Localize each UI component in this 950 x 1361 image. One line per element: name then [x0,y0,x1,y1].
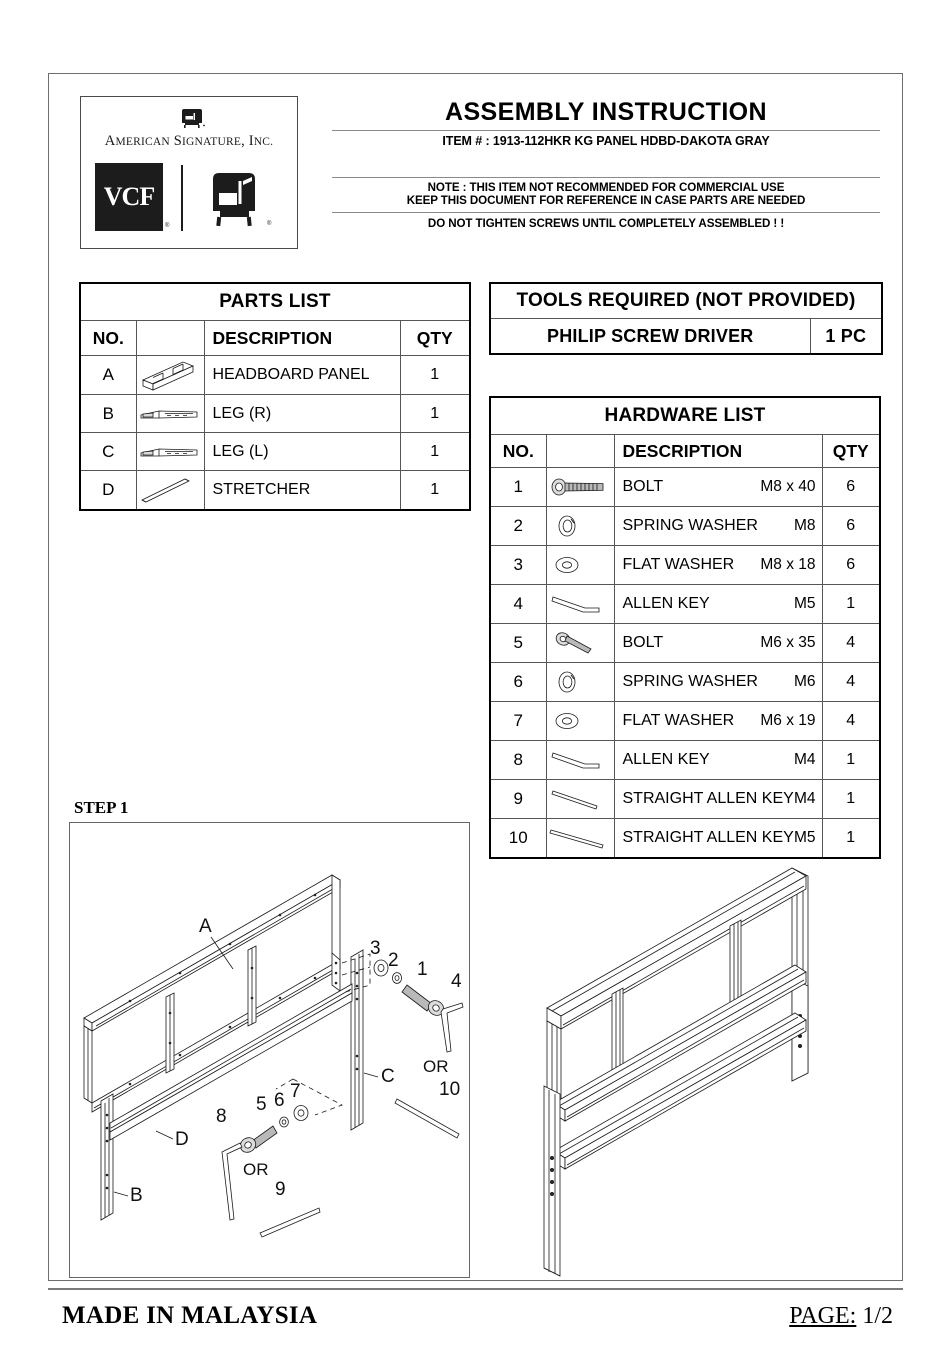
callout-10: 10 [439,1079,461,1100]
table-row [490,702,880,741]
hardware-row-description-cell [614,546,822,585]
hardware-row-description-cell [614,780,822,819]
callout-9: 9 [275,1179,286,1200]
parts-list-table [79,282,471,511]
hardware-row-description: ALLEN KEY [622,751,710,768]
hardware-row-spec: M6 x 35 [760,634,816,651]
armchair-icon-large [203,167,265,229]
hardware-row-qty: 4 [822,663,880,702]
hardware-row-no: 7 [490,702,546,741]
footer-divider [48,1288,903,1290]
hardware-header-icon [546,435,614,468]
stretcher-drawing [110,984,352,1150]
stretcher-icon [136,471,204,511]
parts-header-icon [136,321,204,356]
straight-allen-key-icon [546,819,614,859]
straight-allen-key-icon [546,780,614,819]
parts-header-qty: QTY [400,321,470,356]
hardware-row-description-cell [614,468,822,507]
hardware-row-qty: 1 [822,741,880,780]
hardware-header-description: DESCRIPTION [614,435,822,468]
header-spacer [332,148,880,174]
allen-key-icon [546,585,614,624]
hardware-title-row [490,397,880,435]
hardware-row-qty: 6 [822,507,880,546]
hardware-row-description: FLAT WASHER [622,556,735,573]
parts-row-description: HEADBOARD PANEL [204,356,400,395]
bolt-icon [546,624,614,663]
hardware-row-spec: M5 [793,595,816,612]
hardware-row-spec: M5 [793,829,816,846]
step-1-label: STEP 1 [74,798,129,817]
hardware-row-no: 5 [490,624,546,663]
warning-line: DO NOT TIGHTEN SCREWS UNTIL COMPLETELY ASSEMBLED ! ! [427,216,785,230]
step-1-diagram [69,822,470,1278]
table-row [490,819,880,859]
hardware-row-no: 8 [490,741,546,780]
table-row [80,433,470,471]
hardware-row-description-cell [614,663,822,702]
parts-row-no: B [80,395,136,433]
hardware-row-no: 9 [490,780,546,819]
hardware-header-qty: QTY [822,435,880,468]
parts-list-title-row [80,283,470,321]
tools-required-title: TOOLS REQUIRED (NOT PROVIDED) [490,283,882,319]
hardware-row-no: 6 [490,663,546,702]
hardware-row-qty: 1 [822,780,880,819]
hardware-row-no: 10 [490,819,546,859]
hardware-list-title: HARDWARE LIST [490,397,880,435]
table-row [490,319,882,355]
armchair-icon-small [177,107,207,129]
callout-b: B [130,1185,143,1206]
leg-left-icon [136,433,204,471]
note-line-2: KEEP THIS DOCUMENT FOR REFERENCE IN CASE PARTS ARE NEEDED [406,193,806,207]
tools-required-table [489,282,883,355]
hardware-row-description-cell [614,585,822,624]
hardware-row-description: FLAT WASHER [622,712,735,729]
hardware-row-description: STRAIGHT ALLEN KEY [622,829,794,846]
flat-washer-icon [546,546,614,585]
callout-4: 4 [451,971,462,992]
hardware-header-no: NO. [490,435,546,468]
parts-row-qty: 1 [400,471,470,511]
table-row [490,585,880,624]
hardware-row-description-cell [614,624,822,663]
page-number-label: PAGE: [789,1303,857,1329]
hardware-row-spec: M6 [793,673,816,690]
callout-a: A [199,916,212,937]
hardware-row-description-cell [614,507,822,546]
hardware-row-description: STRAIGHT ALLEN KEY [622,790,794,807]
hardware-row-spec: M8 [793,517,816,534]
vcf-registered-mark: ® [165,223,170,229]
leg-right-icon [136,395,204,433]
hardware-row-qty: 4 [822,624,880,663]
callout-5: 5 [256,1094,267,1115]
hardware-row-no: 4 [490,585,546,624]
callout-2: 2 [388,950,399,971]
table-row [490,780,880,819]
brand-logo-box [80,96,298,249]
table-row [490,546,880,585]
header-text-block [332,96,880,230]
document-title: ASSEMBLY INSTRUCTION [445,98,767,126]
callout-7: 7 [290,1081,301,1102]
parts-row-description: LEG (L) [204,433,400,471]
callout-1: 1 [417,959,428,980]
hardware-row-spec: M8 x 18 [760,556,816,573]
parts-row-qty: 1 [400,356,470,395]
hardware-list-table [489,396,881,859]
vcf-logo-block [95,163,163,231]
hardware-row-no: 3 [490,546,546,585]
hardware-row-description-cell [614,702,822,741]
assembled-headboard-illustration [490,858,890,1283]
brand-wordmark: AMERICAN SIGNATURE, INC. [104,133,274,149]
hardware-row-qty: 4 [822,702,880,741]
chair-registered-mark: ® [267,221,272,227]
hardware-row-spec: M4 [793,790,816,807]
hardware-row-no: 1 [490,468,546,507]
hardware-row-no: 2 [490,507,546,546]
logo-divider [181,165,183,231]
parts-row-no: A [80,356,136,395]
spring-washer-icon [546,507,614,546]
table-row [490,741,880,780]
hardware-row-description-cell [614,819,822,859]
callout-or-upper: OR [423,1057,449,1076]
note-line-1: NOTE : THIS ITEM NOT RECOMMENDED FOR COMMERCIAL USE [427,181,785,194]
vcf-logo-text: VCF [103,182,155,211]
tools-row-description: PHILIP SCREW DRIVER [490,319,810,355]
page-number [789,1303,893,1330]
made-in-label: MADE IN MALAYSIA [62,1302,318,1329]
callout-6: 6 [274,1090,285,1111]
callout-d: D [175,1129,189,1150]
note-block [332,178,880,209]
parts-row-no: D [80,471,136,511]
table-row [490,468,880,507]
parts-row-no: C [80,433,136,471]
hardware-row-qty: 1 [822,819,880,859]
bolt-icon [546,468,614,507]
table-row [490,624,880,663]
logo-lower-row [95,163,285,235]
table-row [490,663,880,702]
document-header [80,96,880,251]
parts-row-description: LEG (R) [204,395,400,433]
hardware-row-description: BOLT [622,634,664,651]
hardware-row-spec: M8 x 40 [760,478,816,495]
spring-washer-icon [546,663,614,702]
tools-title-row [490,283,882,319]
page-number-value: 1/2 [862,1303,893,1329]
callout-or-lower: OR [243,1160,269,1179]
tools-row-qty: 1 PC [810,319,882,355]
leg-c-drawing [351,950,395,1130]
hardware-row-qty: 1 [822,585,880,624]
parts-header-no: NO. [80,321,136,356]
parts-row-description: STRETCHER [204,471,400,511]
flat-washer-icon [546,702,614,741]
parts-list-header-row [80,321,470,356]
hardware-row-qty: 6 [822,546,880,585]
lower-fastener-group [216,1079,342,1237]
parts-row-qty: 1 [400,395,470,433]
callout-3: 3 [370,938,381,959]
callout-8: 8 [216,1106,227,1127]
hardware-row-description: ALLEN KEY [622,595,710,612]
allen-key-icon [546,741,614,780]
table-row [80,356,470,395]
hardware-row-description: BOLT [622,478,664,495]
hardware-row-description: SPRING WASHER [622,673,758,690]
hardware-row-spec: M6 x 19 [760,712,816,729]
hardware-row-description: SPRING WASHER [622,517,758,534]
parts-row-qty: 1 [400,433,470,471]
hardware-row-description-cell [614,741,822,780]
headboard-panel-icon [136,356,204,395]
table-row [490,507,880,546]
callout-c: C [381,1066,395,1087]
parts-header-description: DESCRIPTION [204,321,400,356]
table-row [80,395,470,433]
item-number-line: ITEM # : 1913-112HKR KG PANEL HDBD-DAKOTA GRAY [442,134,770,148]
assembled-headboard-drawing [490,858,890,1283]
hardware-row-qty: 6 [822,468,880,507]
parts-list-title: PARTS LIST [80,283,470,321]
hardware-header-row [490,435,880,468]
table-row [80,471,470,511]
step-1-exploded-drawing [70,823,470,1278]
hardware-row-spec: M4 [793,751,816,768]
